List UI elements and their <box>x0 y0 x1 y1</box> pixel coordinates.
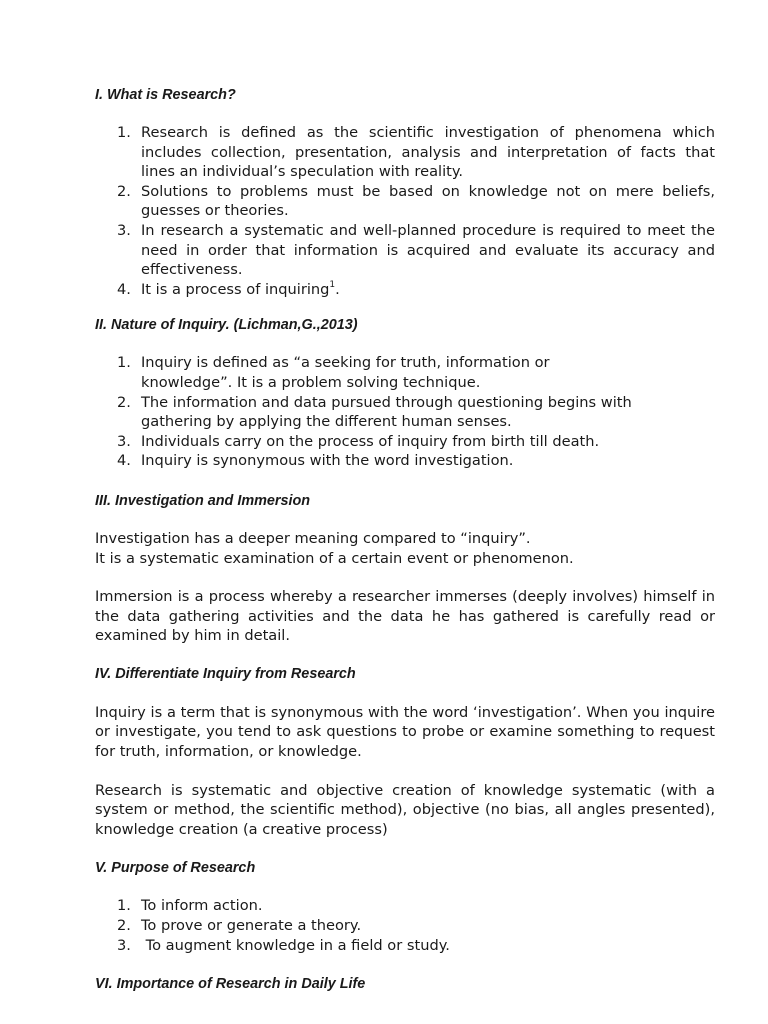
list-number: 2. <box>117 393 131 411</box>
list-item-line: Inquiry is defined as “a seeking for truth, information or <box>141 354 550 372</box>
list-number: 2. <box>117 917 131 935</box>
list-item-text: Research is defined as the scientific investigation of phenomena which includes collection, presentation, analysis and interpretation of facts that lines an individual’s speculation with reality. <box>141 124 715 181</box>
paragraph-investigation <box>95 529 715 568</box>
list-number: 4. <box>117 452 131 470</box>
list-number: 3. <box>117 221 131 239</box>
list-item-text: Inquiry is synonymous with the word investigation. <box>141 452 514 470</box>
section-heading-importance: VI. Importance of Research in Daily Life <box>95 976 366 993</box>
list-item-text: To prove or generate a theory. <box>141 917 362 935</box>
list-item <box>95 451 715 471</box>
section-heading-nature-of-inquiry: II. Nature of Inquiry. (Lichman,G.,2013) <box>95 317 358 334</box>
section-heading-differentiate: IV. Differentiate Inquiry from Research <box>95 665 356 682</box>
list-item <box>95 182 715 221</box>
list-item <box>95 393 715 432</box>
purpose-list <box>95 896 715 955</box>
paragraph-inquiry-term: Inquiry is a term that is synonymous with the word ‘investigation’. When you inquire or investigate, you tend to ask questions to probe or examine something to request for truth, information, or knowledge. <box>95 703 715 761</box>
list-number: 1. <box>117 124 131 141</box>
list-item-line: gathering by applying the different human senses. <box>141 413 512 431</box>
inquiry-nature-list <box>95 353 715 471</box>
list-item-line: knowledge”. It is a problem solving technique. <box>141 373 481 391</box>
section-heading-what-is-research: I. What is Research? <box>95 87 236 103</box>
list-item <box>95 896 715 916</box>
paragraph-line: Investigation has a deeper meaning compared to “inquiry”. <box>95 529 531 547</box>
footnote-marker: 1 <box>329 279 336 290</box>
document-page <box>95 86 715 994</box>
list-item-text: To augment knowledge in a field or study. <box>141 936 450 954</box>
list-item <box>95 936 715 956</box>
section-heading-investigation-immersion: III. Investigation and Immersion <box>95 492 311 509</box>
list-item <box>95 123 715 182</box>
list-item-text: Solutions to problems must be based on knowledge not on mere beliefs, guesses or theories. <box>141 182 715 220</box>
paragraph-research-definition: Research is systematic and objective creation of knowledge systematic (with a system or method, the scientific method), objective (no bias, all angles presented), knowledge creation (a creative process) <box>95 781 715 838</box>
paragraph-immersion: Immersion is a process whereby a researcher immerses (deeply involves) himself in the data gathering activities and the data he has gathered is carefully read or examined by him in detail. <box>95 588 715 645</box>
list-item-text: To inform action. <box>141 897 263 915</box>
list-number: 1. <box>117 897 131 915</box>
list-number: 3. <box>117 432 131 450</box>
list-item <box>95 916 715 936</box>
list-number: 4. <box>117 280 131 298</box>
list-item-text: Individuals carry on the process of inquiry from birth till death. <box>141 432 600 450</box>
section-heading-purpose: V. Purpose of Research <box>95 860 256 877</box>
list-number: 3. <box>117 936 131 954</box>
list-item-punct: . <box>335 280 340 298</box>
list-item <box>95 280 715 300</box>
list-item-line: The information and data pursued through questioning begins with <box>141 393 632 411</box>
list-number: 2. <box>117 182 131 200</box>
list-number: 1. <box>117 354 131 372</box>
list-item-text: In research a systematic and well-planned procedure is required to meet the need in order that information is acquired and evaluate its accuracy and effectiveness. <box>141 221 715 279</box>
research-definition-list <box>95 123 715 299</box>
list-item-text: It is a process of inquiring <box>141 280 330 298</box>
list-item <box>95 221 715 280</box>
list-item <box>95 353 715 392</box>
list-item <box>95 432 715 452</box>
paragraph-line: It is a systematic examination of a certain event or phenomenon. <box>95 549 574 567</box>
